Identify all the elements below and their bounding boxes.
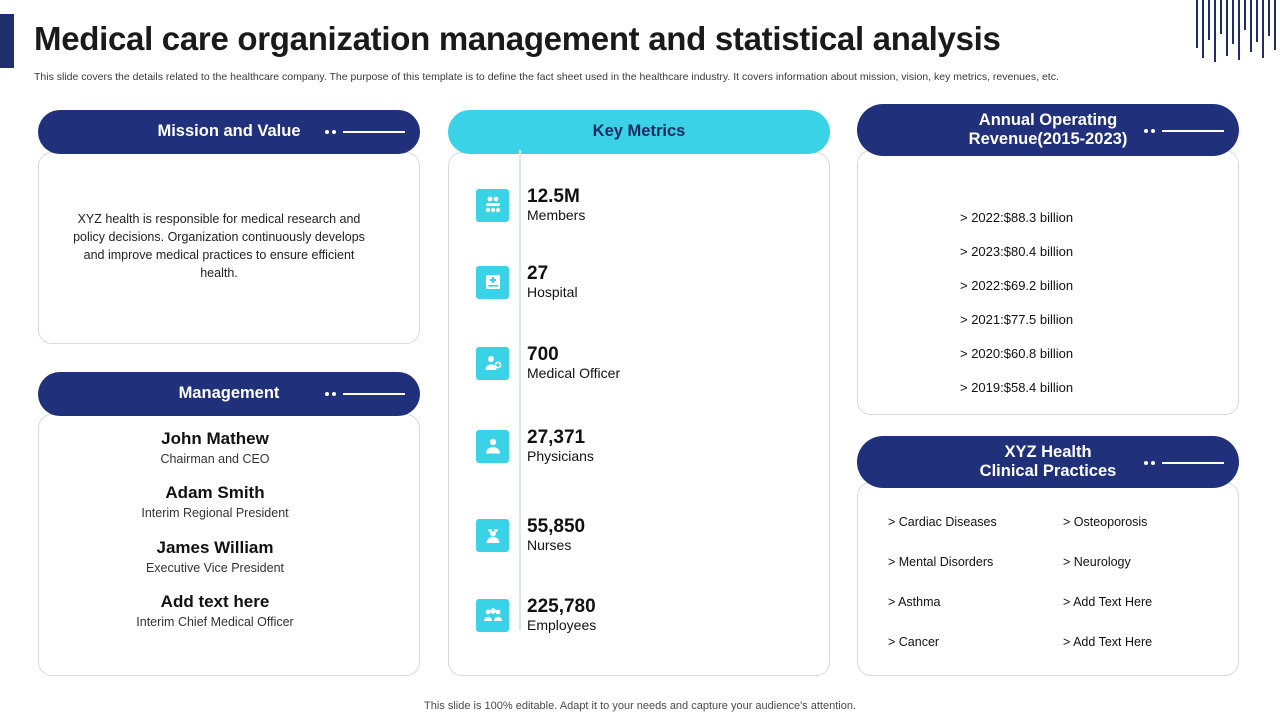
person-name: Adam Smith	[165, 483, 265, 503]
medical-officer-icon	[476, 347, 509, 380]
list-item: > 2021:$77.5 billion	[960, 312, 1074, 327]
metric-item-hospital	[476, 263, 578, 301]
person-name: John Mathew	[161, 429, 269, 448]
dot-icon	[1144, 129, 1148, 133]
key-metrics-heading-pill	[448, 110, 830, 154]
list-item: > Cardiac Diseases	[888, 515, 997, 529]
divider-line	[343, 393, 405, 395]
revenue-heading-line1: Annual Operating	[978, 110, 1118, 129]
metric-label: Physicians	[527, 448, 594, 465]
list-item: > Mental Disorders	[888, 555, 994, 569]
metric-label: Medical Officer	[527, 365, 621, 382]
metric-item-medical-officer	[476, 344, 620, 382]
page-title: Medical care organization management and statistical analysis	[34, 20, 1001, 57]
clinical-heading-line2: Clinical Practices	[979, 462, 1117, 480]
list-item: > 2020:$60.8 billion	[960, 346, 1074, 361]
metric-item-employees	[476, 596, 596, 634]
dot-icon	[1151, 129, 1155, 133]
person-role: Interim Chief Medical Officer	[136, 615, 294, 630]
metric-label: Nurses	[527, 537, 572, 554]
metric-label: Hospital	[527, 284, 578, 301]
clinical-practices-list	[888, 515, 1218, 649]
list-item: > Add Text Here	[1063, 595, 1153, 609]
revenue-list	[960, 210, 1073, 414]
dot-icon	[332, 130, 336, 134]
metric-label: Members	[527, 207, 586, 224]
metric-value: 700	[527, 344, 559, 365]
metric-value: 55,850	[527, 516, 586, 537]
mission-pill-dots	[325, 130, 405, 134]
list-item	[40, 537, 390, 577]
physician-icon	[476, 430, 509, 463]
person-role: Interim Regional President	[141, 506, 289, 521]
metric-item-physicians	[476, 427, 594, 465]
clinical-pill-dots	[1144, 461, 1224, 465]
page-subtitle: This slide covers the details related to the healthcare company. The purpose of this template is to define the fact sheet used in the healthcare industry. It covers information about mission, vision, key metrics, revenues, etc.	[34, 71, 1059, 83]
nurse-icon	[476, 519, 509, 552]
corner-decoration	[1192, 0, 1280, 64]
person-name: Add text here	[160, 592, 270, 612]
metric-label: Employees	[527, 617, 597, 634]
person-name: James William	[156, 537, 274, 557]
list-item: > Cancer	[888, 635, 940, 649]
divider-line	[1162, 130, 1224, 132]
members-icon	[476, 189, 509, 222]
metric-value: 27	[527, 263, 549, 284]
dot-icon	[1144, 461, 1148, 465]
person-role: Chairman and CEO	[160, 451, 270, 466]
list-item: > Osteoporosis	[1063, 515, 1148, 529]
divider-line	[343, 131, 405, 133]
list-item	[40, 428, 390, 468]
person-role: Executive Vice President	[145, 560, 285, 575]
list-item: > 2023:$80.4 billion	[960, 244, 1074, 259]
revenue-pill-dots	[1144, 129, 1224, 133]
key-metrics-heading: Key Metrics	[592, 122, 686, 141]
dot-icon	[325, 130, 329, 134]
footer-note: This slide is 100% editable. Adapt it to your needs and capture your audience's attention.	[424, 700, 856, 712]
list-item: > 2022:$69.2 billion	[960, 278, 1074, 293]
list-item	[40, 482, 390, 522]
title-accent-bar	[0, 14, 14, 68]
divider-line	[1162, 462, 1224, 464]
list-item: > Add Text Here	[1063, 635, 1153, 649]
revenue-heading-line2: Revenue(2015-2023)	[968, 130, 1128, 148]
metric-value: 27,371	[527, 427, 586, 448]
metric-value: 225,780	[527, 596, 596, 617]
metric-value: 12.5M	[527, 186, 580, 207]
list-item: > 2022:$88.3 billion	[960, 210, 1074, 225]
management-heading: Management	[178, 384, 280, 403]
hospital-icon	[476, 266, 509, 299]
dot-icon	[325, 392, 329, 396]
management-list	[40, 428, 390, 646]
mission-heading: Mission and Value	[157, 122, 301, 141]
list-item: > Asthma	[888, 595, 941, 609]
mission-body-text: XYZ health is responsible for medical research and policy decisions. Organization continuously develops and improve medical practices to ensure efficient health.	[73, 212, 365, 281]
metric-item-members	[476, 186, 585, 224]
dot-icon	[1151, 461, 1155, 465]
clinical-heading-line1: XYZ Health	[1004, 442, 1092, 461]
list-item	[40, 591, 390, 631]
metric-item-nurses	[476, 516, 585, 554]
employees-icon	[476, 599, 509, 632]
list-item: > Neurology	[1063, 555, 1131, 569]
management-pill-dots	[325, 392, 405, 396]
list-item: > 2019:$58.4 billion	[960, 380, 1074, 395]
dot-icon	[332, 392, 336, 396]
